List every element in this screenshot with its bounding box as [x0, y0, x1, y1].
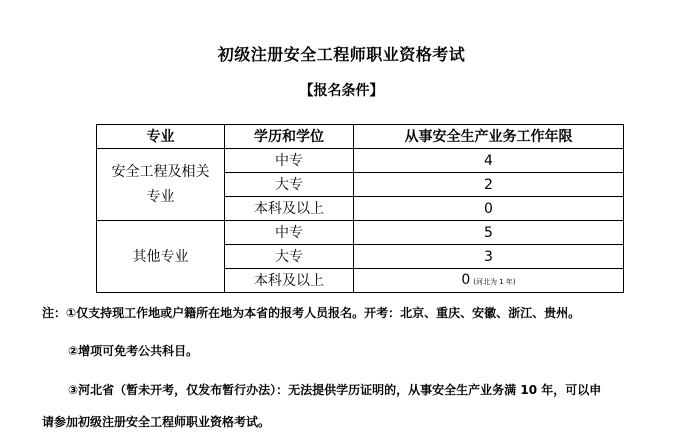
- years-cell: 5: [354, 221, 624, 245]
- note-1: 注：①仅支持现工作地或户籍所在地为本省的报考人员报名。开考：北京、重庆、安徽、浙江、贵州。: [42, 306, 581, 320]
- years-cell: 0: [354, 197, 624, 221]
- note-3-line-1: ③河北省（暂未开考，仅发布暂行办法）：无法提供学历证明的，从事安全生产业务满 10 年，可以申: [68, 383, 602, 397]
- degree-cell: 本科及以上: [225, 197, 354, 221]
- years-value: 0: [461, 271, 471, 288]
- section-subtitle: 【报名条件】: [299, 83, 384, 99]
- years-cell: 3: [354, 245, 624, 269]
- major-cell-related: [97, 149, 225, 221]
- major-label: 其他专业: [132, 248, 189, 265]
- years-cell: 4: [354, 149, 624, 173]
- header-years: 从事安全生产业务工作年限: [354, 125, 624, 149]
- degree-cell: 大专: [225, 173, 354, 197]
- note-3-line-2: 请参加初级注册安全工程师职业资格考试。: [42, 415, 271, 429]
- header-degree: 学历和学位: [225, 125, 354, 149]
- major-cell-other: [97, 221, 225, 293]
- major-label: 安全工程及相关专业: [111, 163, 210, 205]
- registration-requirements-table: [96, 124, 624, 293]
- degree-cell: 中专: [225, 221, 354, 245]
- header-major: 专业: [97, 125, 225, 149]
- document-title: 初级注册安全工程师职业资格考试: [217, 45, 466, 64]
- degree-cell: 本科及以上: [225, 269, 354, 293]
- years-cell: 2: [354, 173, 624, 197]
- table-row: [97, 149, 624, 173]
- years-cell: [354, 269, 624, 293]
- hebei-footnote: (河北为 1 年): [473, 277, 516, 286]
- table-row: [97, 221, 624, 245]
- degree-cell: 中专: [225, 149, 354, 173]
- note-2: ②增项可免考公共科目。: [68, 344, 199, 358]
- degree-cell: 大专: [225, 245, 354, 269]
- table-header-row: [97, 125, 624, 149]
